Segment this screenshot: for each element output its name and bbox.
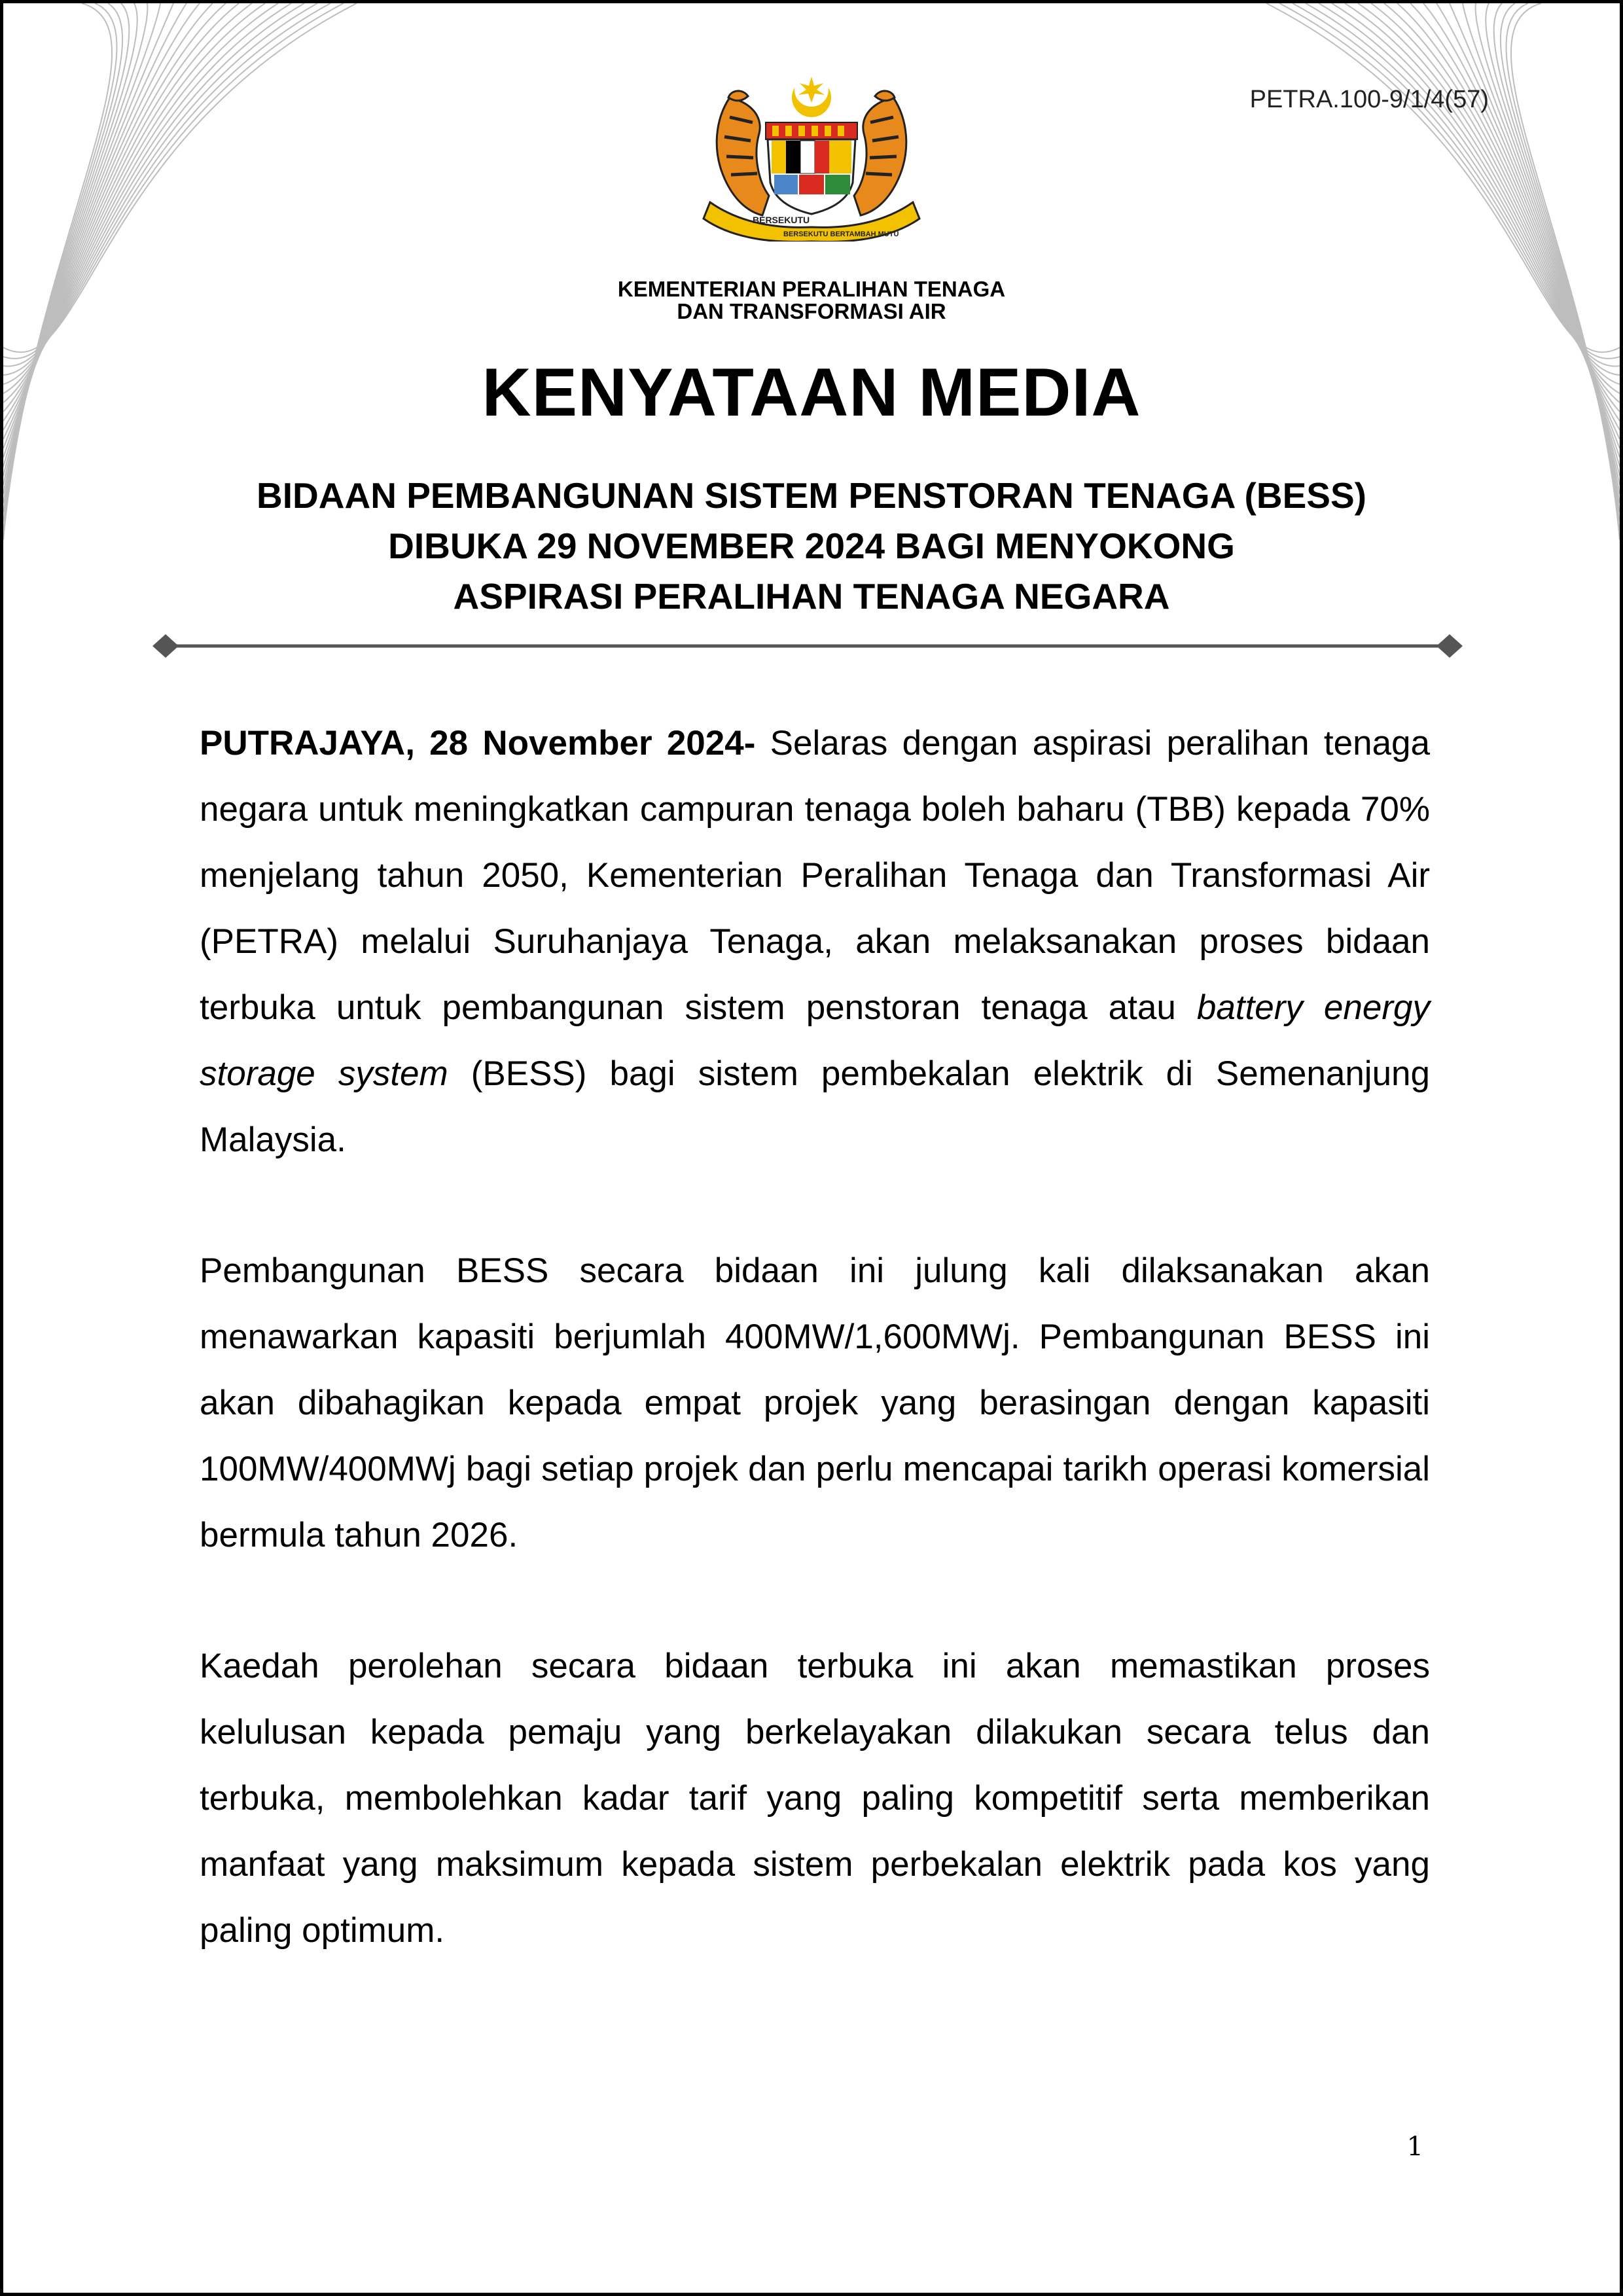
page-number: 1 bbox=[1406, 2132, 1423, 2162]
decorative-curve bbox=[1507, 3, 1620, 531]
decorative-curve bbox=[3, 3, 116, 531]
crest-motto-left: BERSEKUTU bbox=[753, 215, 810, 225]
document-title: KENYATAAN MEDIA bbox=[482, 355, 1141, 431]
dateline: PUTRAJAYA, 28 November 2024- bbox=[200, 724, 756, 762]
diamond-icon bbox=[1436, 634, 1463, 658]
decorative-curve bbox=[1501, 3, 1620, 522]
press-body bbox=[200, 710, 1430, 2028]
ministry-name-line1: KEMENTERIAN PERALIHAN TENAGA bbox=[617, 277, 1006, 301]
paragraph-1-text-a: Selaras dengan aspirasi peralihan tenaga negara untuk meningkatkan campuran tenaga boleh baharu (TBB) kepada 70% menjelang tahun 2050, Kementerian Peralihan Tenaga dan Transformasi Air (PETRA) melalui Suruhanjaya Tenaga, akan melaksanakan proses bidaan terbuka untuk pembangunan sistem penstoran tenaga atau bbox=[200, 724, 1430, 1027]
tiger-right bbox=[854, 91, 906, 215]
coat-of-arms-icon bbox=[690, 71, 933, 242]
paragraph-1-italic: battery energy storage system bbox=[200, 988, 1430, 1093]
headline-divider bbox=[152, 633, 1463, 659]
crest-motto: BERSEKUTU BERTAMBAH MUTU bbox=[783, 230, 899, 238]
ministry-name bbox=[3, 278, 1620, 323]
crescent-star-icon bbox=[792, 73, 831, 117]
diamond-icon bbox=[152, 634, 179, 658]
headline-line2: DIBUKA 29 NOVEMBER 2024 BAGI MENYOKONG bbox=[388, 526, 1235, 566]
paragraph-1-text-b: (BESS) bagi sistem pembekalan elektrik di Semenanjung Malaysia. bbox=[200, 1054, 1431, 1159]
decorative-curve bbox=[3, 3, 122, 522]
decorative-curve bbox=[3, 3, 112, 540]
headline-line1: BIDAAN PEMBANGUNAN SISTEM PENSTORAN TENAGA (BESS) bbox=[257, 475, 1366, 516]
reference-number: PETRA.100-9/1/4(57) bbox=[1249, 86, 1489, 113]
paragraph-3: Kaedah perolehan secara bidaan terbuka ini akan memastikan proses kelulusan kepada pemaju yang berkelayakan dilakukan secara telus dan terbuka, membolehkan kadar tarif yang paling kompetitif serta memberikan manfaat yang maksimum kepada sistem perbekalan elektrik pada kos yang paling optimum. bbox=[200, 1647, 1430, 1950]
decorative-curve bbox=[1358, 3, 1620, 412]
press-headline bbox=[3, 471, 1620, 622]
tiger-left bbox=[717, 91, 769, 215]
ministry-name-line2: DAN TRANSFORMASI AIR bbox=[677, 299, 946, 323]
headline-line3: ASPIRASI PERALIHAN TENAGA NEGARA bbox=[453, 576, 1170, 617]
paragraph-2: Pembangunan BESS secara bidaan ini julung kali dilaksanakan akan menawarkan kapasiti berjumlah 400MW/1,600MWj. Pembangunan BESS ini akan dibahagikan kepada empat projek yang berasingan dengan kapasiti 100MW/400MWj bagi setiap projek dan perlu mencapai tarikh operasi komersial bermula tahun 2026. bbox=[200, 1251, 1430, 1554]
paragraph-1 bbox=[200, 710, 1430, 1173]
decorative-curve bbox=[1511, 3, 1620, 540]
decorative-curve bbox=[3, 3, 265, 412]
